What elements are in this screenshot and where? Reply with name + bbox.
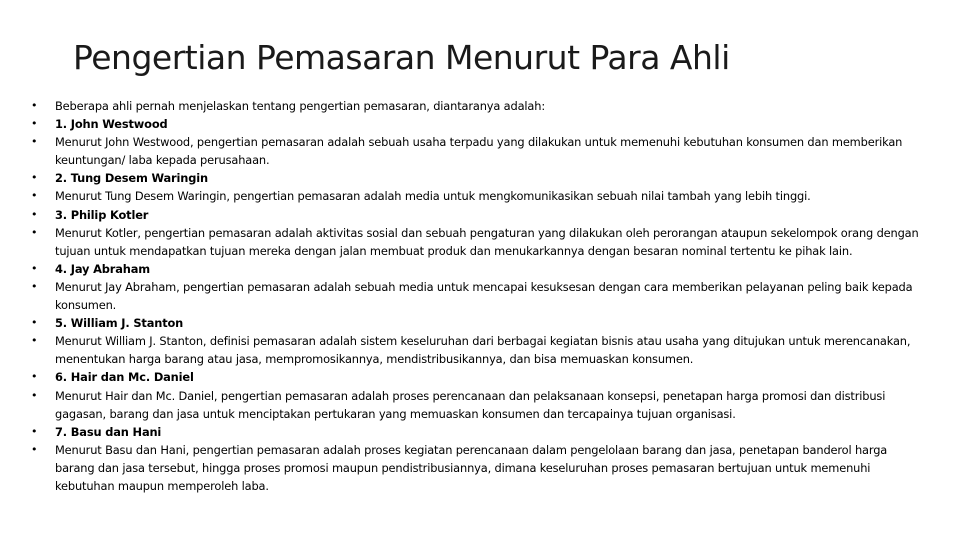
bullet-text: 6. Hair dan Mc. Daniel — [55, 370, 194, 385]
bullet-dot-icon: • — [31, 370, 38, 384]
bullet-dot-icon: • — [31, 189, 38, 203]
bullet-text: Menurut Hair dan Mc. Daniel, pengertian pemasaran adalah proses perencanaan dan pelaksanaan konsepsi, penetapan harga promosi dan distribusi gagasan, barang dan jasa untuk menciptakan pertukaran yang memuaskan konsumen dan tercapainya tujuan organisasi. — [55, 388, 886, 421]
bullet-text: Menurut John Westwood, pengertian pemasaran adalah sebuah usaha terpadu yang dilakukan untuk memenuhi kebutuhan konsumen dan memberikan keuntungan/ laba kepada perusahaan. — [55, 135, 903, 168]
bullet-text: 7. Basu dan Hani — [55, 424, 162, 439]
bullet-dot-icon: • — [31, 99, 38, 112]
bullet-text: Menurut William J. Stanton, definisi pemasaran adalah sistem keseluruhan dari berbagai kegiatan bisnis atau usaha yang ditujukan untuk merencanakan, menentukan harga barang atau jasa, mempromosikannya, mendistribusikannya, dan bisa memuaskan konsumen. — [55, 334, 911, 367]
bullet-list — [31, 97, 923, 495]
bullet-dot-icon: • — [31, 442, 38, 456]
definition-basu-hani — [31, 441, 923, 495]
bullet-text: Beberapa ahli pernah menjelaskan tentang pengertian pemasaran, diantaranya adalah: — [55, 99, 546, 113]
definition-hair-mc-daniel — [31, 387, 923, 423]
bullet-dot-icon: • — [31, 135, 38, 149]
definition-tung-desem-waringin — [31, 187, 923, 205]
bullet-text: 2. Tung Desem Waringin — [55, 171, 208, 186]
expert-heading-hair-mc-daniel — [31, 368, 923, 386]
bullet-dot-icon: • — [31, 388, 38, 402]
bullet-text: Menurut Kotler, pengertian pemasaran adalah aktivitas sosial dan sebuah pengaturan yang dilakukan oleh perorangan ataupun sekelompok orang dengan tujuan untuk mendapatkan tujuan mereka dengan jalan membuat produk dan menukarkannya dengan besaran nominal tertentu ke pihak lain. — [55, 225, 919, 258]
bullet-text: Menurut Jay Abraham, pengertian pemasaran adalah sebuah media untuk mencapai kesuksesan dengan cara memberikan pelayanan peling baik kepada konsumen. — [55, 279, 913, 313]
definition-philip-kotler — [31, 224, 923, 260]
bullet-dot-icon: • — [31, 316, 38, 330]
bullet-dot-icon: • — [31, 261, 38, 275]
bullet-dot-icon: • — [31, 334, 38, 348]
bullet-text: 3. Philip Kotler — [55, 207, 149, 222]
bullet-text: 1. John Westwood — [55, 117, 168, 132]
expert-heading-basu-hani — [31, 423, 923, 441]
bullet-dot-icon: • — [31, 171, 38, 185]
definition-john-westwood — [31, 133, 923, 169]
slide-title: Pengertian Pemasaran Menurut Para Ahli — [73, 38, 730, 77]
bullet-text: 5. William J. Stanton — [55, 316, 184, 331]
bullet-text: Menurut Tung Desem Waringin, pengertian pemasaran adalah media untuk mengkomunikasikan sebuah nilai tambah yang lebih tinggi. — [55, 189, 811, 204]
expert-heading-john-westwood — [31, 115, 923, 133]
bullet-dot-icon: • — [31, 117, 38, 131]
bullet-dot-icon: • — [31, 207, 38, 221]
expert-heading-william-stanton — [31, 314, 923, 332]
bullet-dot-icon: • — [31, 424, 38, 438]
bullet-text: 4. Jay Abraham — [55, 261, 151, 276]
expert-heading-philip-kotler — [31, 206, 923, 224]
definition-william-stanton — [31, 332, 923, 368]
bullet-dot-icon: • — [31, 225, 38, 239]
bullet-intro — [31, 97, 923, 115]
definition-jay-abraham — [31, 278, 923, 314]
expert-heading-tung-desem-waringin — [31, 169, 923, 187]
bullet-dot-icon: • — [31, 279, 38, 293]
expert-heading-jay-abraham — [31, 260, 923, 278]
bullet-text: Menurut Basu dan Hani, pengertian pemasaran adalah proses kegiatan perencanaan dalam pengelolaan barang dan jasa, penetapan banderol harga barang dan jasa tersebut, hingga proses promosi maupun pendistribusiannya, dimana keseluruhan proses pemasaran bertujuan untuk memenuhi kebutuhan maupun memperoleh laba. — [55, 442, 888, 493]
